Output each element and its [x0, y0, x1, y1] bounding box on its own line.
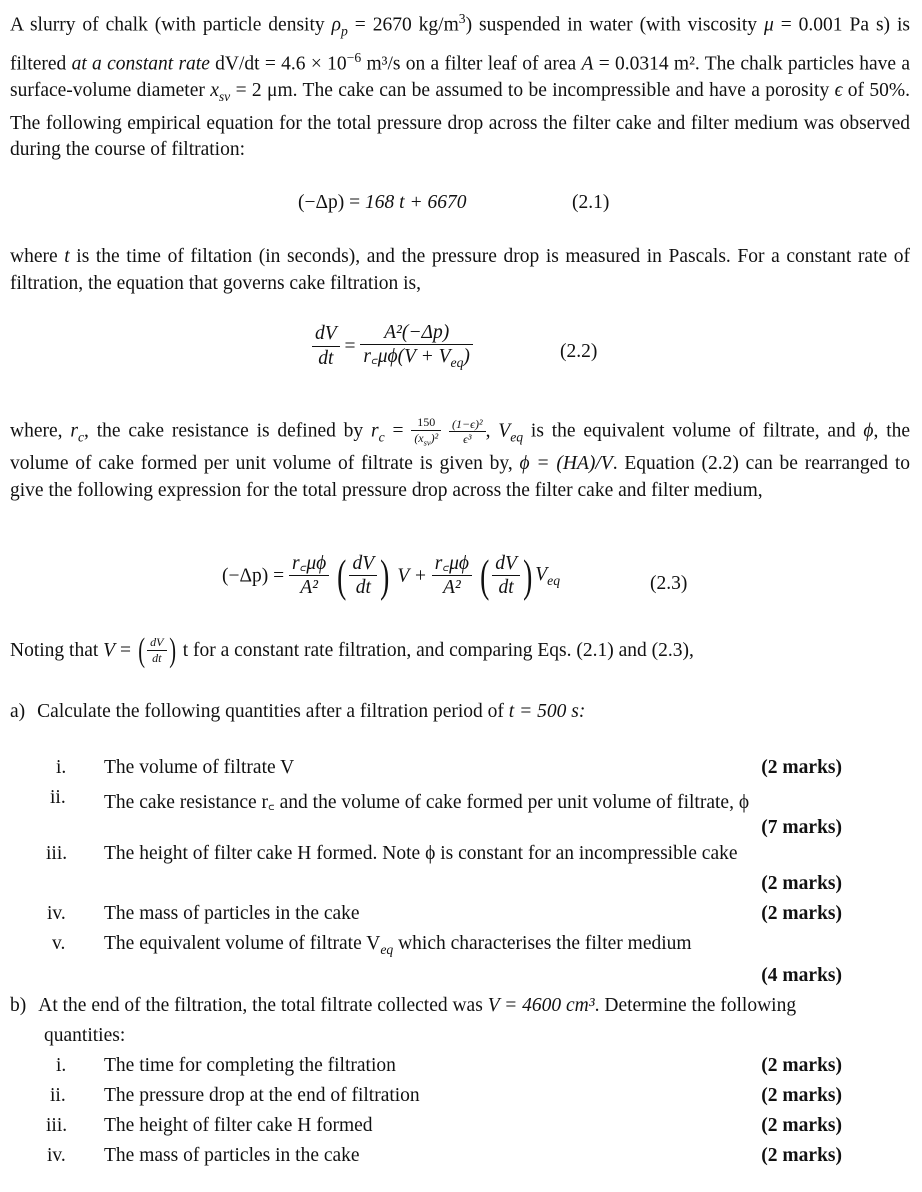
part-a-heading: a) Calculate the following quantities after a filtration period of t = 500 s:	[10, 701, 586, 722]
equation-2-1: (−Δp) = 168 t + 6670	[298, 192, 467, 213]
part-b-item-4: iv.	[47, 1145, 66, 1166]
equation-2-2: $\frac{dV}{dt}$ = $\frac{\text{A²(−Δp)}}{r꜀\mu\phi(V + V_{eq})}$	[312, 322, 473, 372]
equation-2-3-number: (2.3)	[650, 573, 688, 594]
part-b-item-1-text: The time for completing the filtration	[104, 1055, 396, 1076]
part-a-item-3-marks: (2 marks)	[761, 873, 842, 894]
eq23-dvdt-1: $\frac{dV}{dt}$	[349, 553, 377, 600]
part-b-heading: b) At the end of the filtration, the total filtrate collected was V = 4600 cm³. Determine the following	[10, 995, 797, 1016]
part-b-item-3-marks: (2 marks)	[761, 1115, 842, 1136]
part-a-item-1-text: The volume of filtrate V	[104, 757, 295, 778]
part-a-item-3: iii.	[46, 843, 68, 864]
part-a-item-2-text: The cake resistance r꜀ and the volume of cake formed per unit volume of filtrate, ϕ	[104, 792, 750, 813]
dvdt-fraction: $\frac{dV}{dt}$	[312, 323, 340, 370]
part-b-heading-cont: quantities:	[44, 1025, 126, 1046]
part-a-item-4: iv.	[47, 903, 66, 924]
part-a-item-2-marks: (7 marks)	[761, 817, 842, 838]
paragraph-cake-resistance: where, $r_c$, the cake resistance is defined by $r_c$ = $\frac{150}{(x_{sv})^2}$ $\frac{\text{(1−ϵ)²}}{\text{ϵ³}}$ , $V_{eq}$ is the equivalent volume of filtrate, and ϕ, the volume of cake formed per unit volume of filtrate is given by, ϕ = (HA)/V. Equation (2.2) can be rearranged to give the following expression for the total pressure drop across the filter cake and filter medium,	[10, 415, 911, 501]
part-b-item-3: iii.	[46, 1115, 68, 1136]
part-b-item-1: i.	[56, 1055, 67, 1076]
part-a-item-4-marks: (2 marks)	[761, 903, 842, 924]
part-b-item-2: ii.	[50, 1085, 66, 1106]
part-b-item-4-marks: (2 marks)	[761, 1145, 842, 1166]
part-a-item-5: v.	[52, 933, 66, 954]
noting-dvdt: $\frac{dV}{dt}$	[147, 636, 166, 665]
part-a-item-3-text: The height of filter cake H formed. Note ϕ is constant for an incompressible cake	[104, 843, 738, 864]
part-a-item-1-marks: (2 marks)	[761, 757, 842, 778]
part-a-item-2: ii.	[50, 787, 66, 808]
equation-2-1-number: (2.1)	[572, 192, 610, 213]
part-b-item-2-marks: (2 marks)	[761, 1085, 842, 1106]
pressure-fraction: $\frac{\text{A²(−Δp)}}{r꜀\mu\phi(V + V_{eq})}$	[360, 322, 472, 372]
eq23-frac-1: $\frac{r꜀\mu\phi}{\text{A²}}$	[289, 553, 329, 600]
equation-2-2-number: (2.2)	[560, 341, 598, 362]
eq23-frac-2: $\frac{r꜀\mu\phi}{\text{A²}}$	[432, 553, 472, 600]
eq23-dvdt-2: $\frac{dV}{dt}$	[492, 553, 520, 600]
part-a-item-4-text: The mass of particles in the cake	[104, 903, 360, 924]
part-a-item-5-text: The equivalent volume of filtrate $V_{eq}$ which characterises the filter medium	[104, 933, 692, 957]
intro-paragraph: A slurry of chalk (with particle density $\rho_p = 2670$ $kg/m^3$) suspended in water (with viscosity μ = 0.001 Pa s) is filtered at a constant rate $dV/dt = 4.6 \times 10^{-6}$ m³/s on a filter leaf of area A = 0.0314 m². The chalk particles have a surface-volume diameter $x_{sv} = 2$ μm. The cake can be assumed to be incompressible and have a porosity ϵ of 50%. The following empirical equation for the total pressure drop across the filter cake and filter medium was observed during the course of filtration:	[10, 11, 910, 161]
part-b-item-3-text: The height of filter cake H formed	[104, 1115, 373, 1136]
noting-line: Noting that V = ( $\frac{dV}{dt}$ ) t for a constant rate filtration, and comparing Eqs. (2.1) and (2.3),	[10, 632, 694, 669]
equation-2-3: (−Δp) = $\frac{r꜀\mu\phi}{\text{A²}}$ ( $\frac{dV}{dt}$ ) V + $\frac{r꜀\mu\phi}{\text{A²}}$ ( $\frac{dV}{dt}$ ) $V_{eq}$	[222, 550, 561, 602]
rc-fraction-2: $\frac{\text{(1−ϵ)²}}{\text{ϵ³}}$	[449, 418, 486, 447]
part-a-item-5-marks: (4 marks)	[761, 965, 842, 986]
part-b-item-4-text: The mass of particles in the cake	[104, 1145, 360, 1166]
paragraph-filtration-time: where t is the time of filtation (in seconds), and the pressure drop is measured in Pascals. For a constant rate of filtration, the equation that governs cake filtration is,	[10, 246, 911, 294]
part-b-item-1-marks: (2 marks)	[761, 1055, 842, 1076]
part-a-item-1: i.	[56, 757, 67, 778]
rc-fraction-1: $\frac{150}{(x_{sv})^2}$	[411, 416, 441, 448]
part-b-item-2-text: The pressure drop at the end of filtration	[104, 1085, 420, 1106]
